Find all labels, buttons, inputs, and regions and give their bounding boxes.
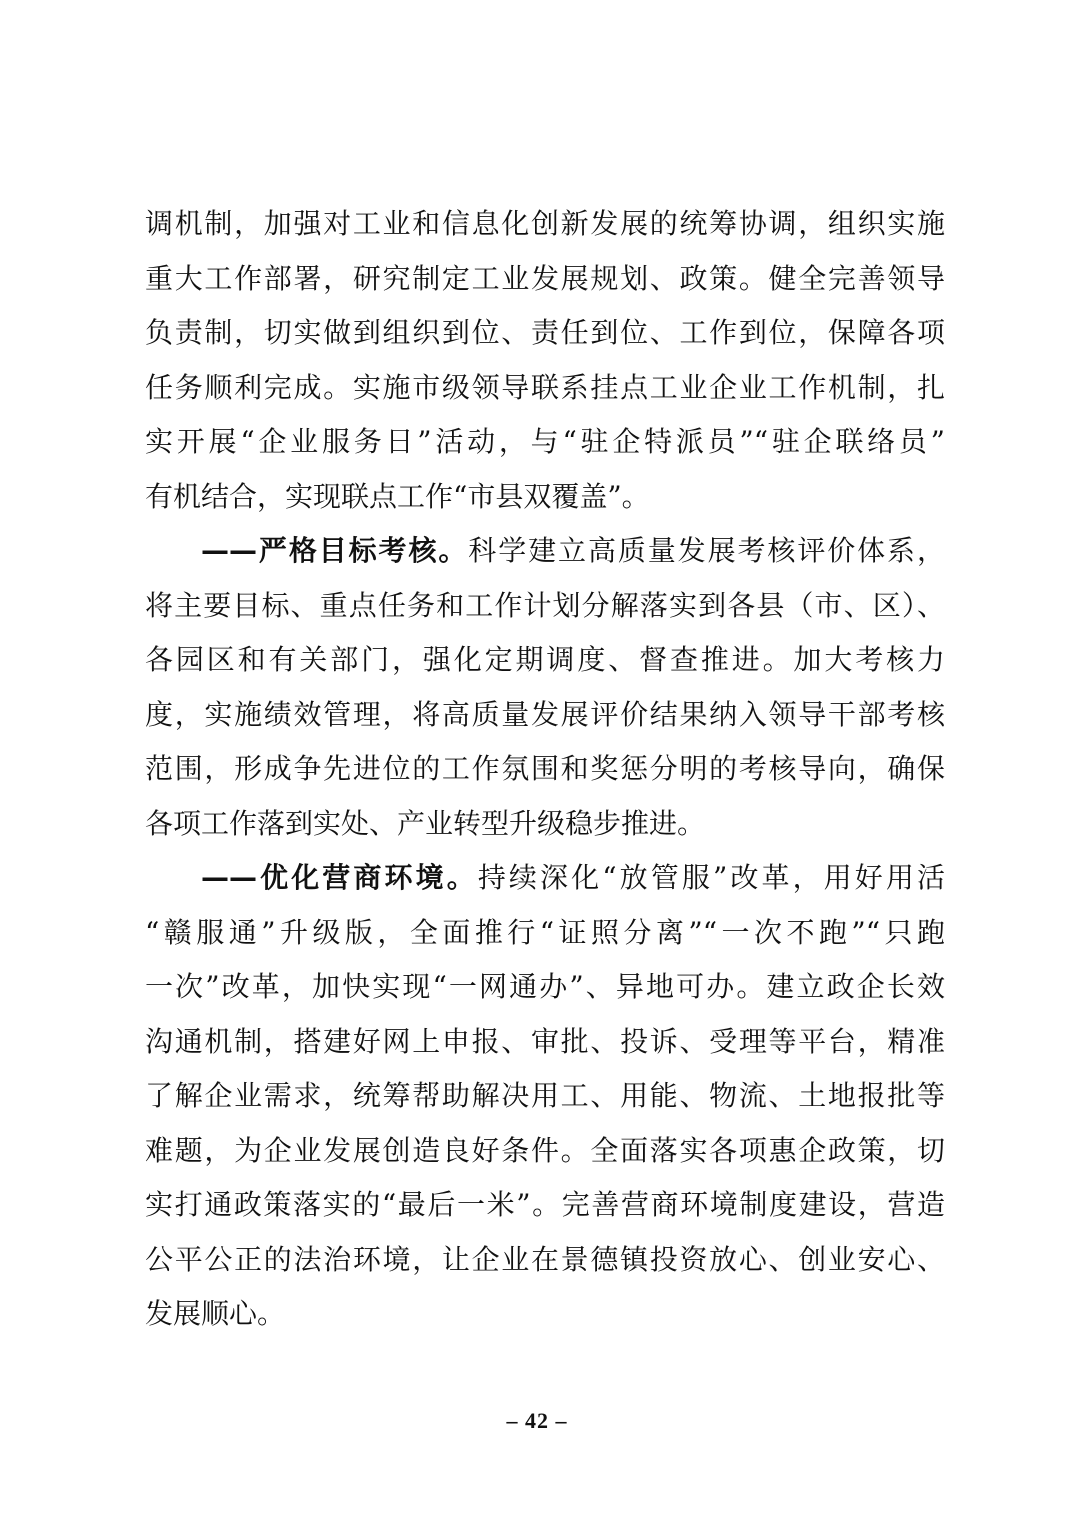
paragraph-2-line: 各项工作落到实处、产业转型升级稳步推进。 (145, 806, 706, 840)
paragraph-1-line: 重大工作部署，研究制定工业发展规划、政策。健全完善领导 (145, 261, 945, 295)
paragraph-2-line: 各园区和有关部门，强化定期调度、督查推进。加大考核力 (145, 643, 945, 676)
paragraph-1-line: 实开展“企业服务日”活动，与“驻企特派员”“驻企联络员” (145, 425, 945, 458)
paragraph-3-line: 一次”改革，加快实现“一网通办”、异地可办。建立政企长效 (145, 970, 945, 1003)
paragraph-2-line: 度，实施绩效管理，将高质量发展评价结果纳入领导干部考核 (145, 697, 945, 731)
section-heading-optimize-business-environment: ——优化营商环境。 (201, 861, 478, 894)
paragraph-2-line: 范围，形成争先进位的工作氛围和奖惩分明的考核导向，确保 (145, 752, 945, 785)
paragraph-2-first-line-text: 科学建立高质量发展考核评价体系， (468, 534, 945, 567)
paragraph-2-first-line (145, 524, 945, 579)
paragraph-3-line: 公平公正的法治环境，让企业在景德镇投资放心、创业安心、 (145, 1242, 945, 1276)
paragraph-3-line: 实打通政策落实的“最后一米”。完善营商环境制度建设，营造 (145, 1188, 945, 1221)
paragraph-1-line: 任务顺利完成。实施市级领导联系挂点工业企业工作机制，扎 (145, 370, 945, 404)
paragraph-3-first-line (145, 851, 945, 906)
paragraph-3-line: “赣服通”升级版，全面推行“证照分离”“一次不跑”“只跑 (145, 915, 945, 949)
section-heading-strict-target-assessment: ——严格目标考核。 (201, 534, 469, 567)
paragraph-3-line: 沟通机制，搭建好网上申报、审批、投诉、受理等平台，精准 (145, 1024, 945, 1058)
paragraph-1-line: 有机结合，实现联点工作“市县双覆盖”。 (145, 479, 650, 513)
paragraph-1-line: 负责制，切实做到组织到位、责任到位、工作到位，保障各项 (145, 316, 945, 349)
body-text (145, 197, 945, 1342)
paragraph-3-line: 发展顺心。 (145, 1297, 286, 1330)
paragraph-3-line: 了解企业需求，统筹帮助解决用工、用能、物流、土地报批等 (145, 1079, 945, 1112)
paragraph-3-line: 难题，为企业发展创造良好条件。全面落实各项惠企政策，切 (145, 1133, 945, 1167)
page-number: – 42 – (506, 1408, 568, 1433)
paragraph-1-line: 调机制，加强对工业和信息化创新发展的统筹协调，组织实施 (145, 207, 945, 240)
paragraph-2-line: 将主要目标、重点任务和工作计划分解落实到各县（市、区）、 (145, 588, 945, 622)
paragraph-3-first-line-text: 持续深化“放管服”改革，用好用活 (477, 861, 945, 894)
